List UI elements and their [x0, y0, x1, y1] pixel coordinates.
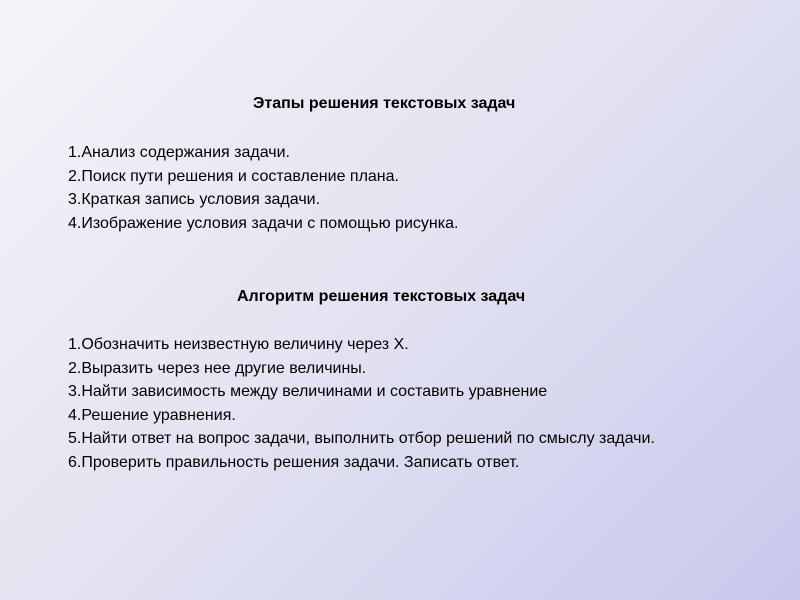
item-text: Найти ответ на вопрос задачи, выполнить отбор решений по смыслу задачи. [81, 430, 655, 447]
list-item [68, 380, 744, 404]
item-text: Обозначить неизвестную величину через Х. [81, 336, 409, 353]
item-number: 2. [68, 359, 82, 377]
item-text: Краткая запись условия задачи. [81, 191, 321, 208]
item-number: 2. [68, 167, 82, 185]
item-text: Решение уравнения. [81, 406, 236, 424]
item-text: Анализ содержания задачи. [81, 144, 290, 161]
item-text: Выразить через нее другие величины. [81, 359, 367, 377]
list-item [68, 165, 744, 189]
item-number: 3. [68, 191, 82, 208]
section-title-stages: Этапы решения текстовых задач [253, 95, 516, 112]
list-item [68, 141, 744, 165]
list-item [68, 333, 744, 357]
algorithm-list [68, 333, 744, 474]
stages-list [68, 141, 744, 235]
item-text: Поиск пути решения и составление плана. [81, 167, 399, 185]
item-number: 4. [68, 406, 82, 424]
item-number: 1. [68, 336, 82, 353]
item-number: 1. [68, 144, 82, 161]
item-text: Найти зависимость между величинами и составить уравнение [81, 383, 548, 400]
list-item [68, 404, 744, 428]
item-text: Изображение условия задачи с помощью рисунка. [81, 214, 459, 232]
list-item [68, 357, 744, 381]
list-item [68, 188, 744, 212]
list-item [68, 427, 744, 451]
item-number: 3. [68, 383, 82, 400]
item-number: 4. [68, 214, 82, 232]
list-item [68, 212, 744, 236]
list-item [68, 451, 744, 475]
item-text: Проверить правильность решения задачи. Записать ответ. [81, 453, 520, 471]
item-number: 5. [68, 430, 82, 447]
section-title-algorithm: Алгоритм решения текстовых задач [237, 288, 526, 305]
item-number: 6. [68, 453, 82, 471]
